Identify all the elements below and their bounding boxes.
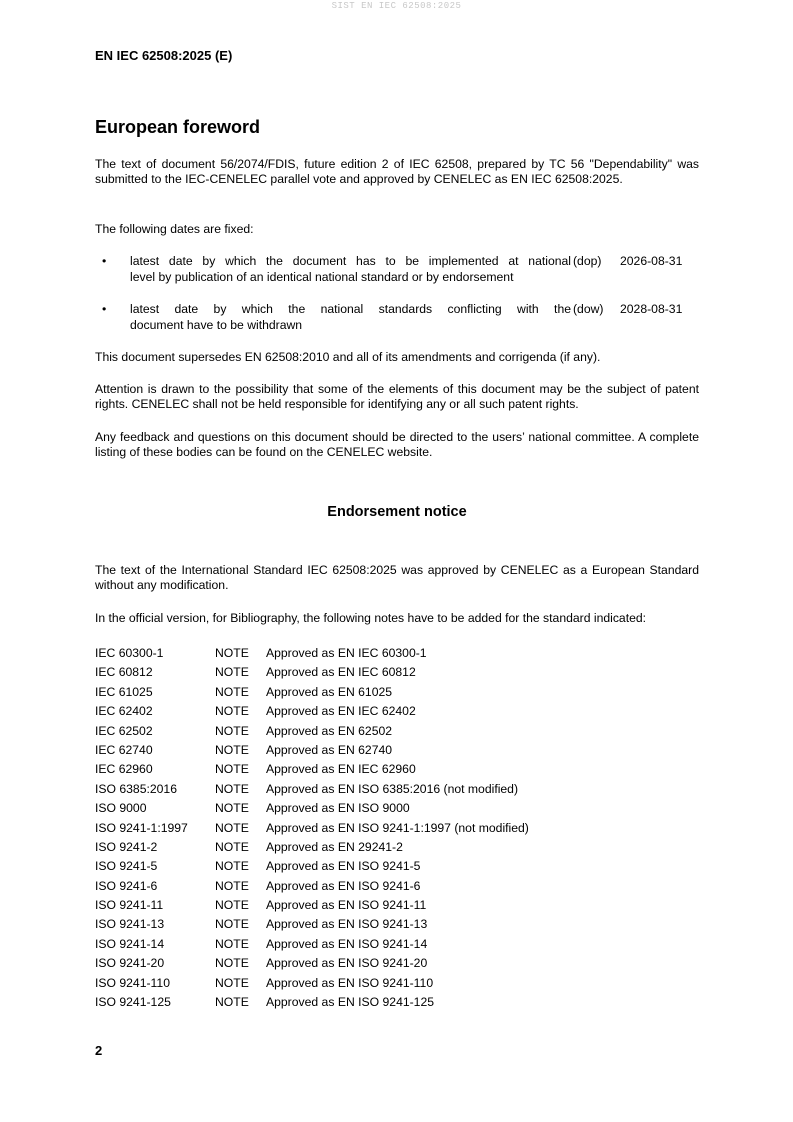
note-text: Approved as EN 61025 — [266, 684, 393, 699]
note-label: NOTE — [215, 801, 249, 816]
note-text: Approved as EN ISO 9241-13 — [266, 917, 428, 932]
note-standard: ISO 9241-2 — [95, 839, 158, 854]
note-row — [95, 955, 699, 974]
note-row — [95, 800, 699, 819]
note-row — [95, 820, 699, 839]
note-label: NOTE — [215, 898, 249, 913]
note-standard: ISO 9241-1:1997 — [95, 820, 188, 835]
foreword-paragraph-1: The text of document 56/2074/FDIS, future edition 2 of IEC 62508, prepared by TC 56 "Dependability" was submitted to the IEC-CENELEC parallel vote and approved by CENELEC as EN IEC 62508:2025. — [95, 157, 699, 187]
note-label: NOTE — [215, 859, 249, 874]
note-text: Approved as EN ISO 9241-11 — [266, 898, 427, 913]
foreword-paragraph-5: Any feedback and questions on this document should be directed to the users’ national committee. A complete listing of these bodies can be found on the CENELEC website. — [95, 430, 699, 460]
note-label: NOTE — [215, 917, 249, 932]
note-text: Approved as EN 29241-2 — [266, 839, 403, 854]
date-item-text: latest date by which the national standards conflicting with the document have to be withdrawn — [130, 302, 571, 332]
note-standard: ISO 9000 — [95, 801, 147, 816]
note-row — [95, 781, 699, 800]
note-text: Approved as EN ISO 9000 — [266, 801, 410, 816]
note-label: NOTE — [215, 956, 249, 971]
note-label: NOTE — [215, 839, 249, 854]
note-text: Approved as EN ISO 9241-125 — [266, 995, 435, 1010]
note-row — [95, 723, 699, 742]
note-label: NOTE — [215, 781, 249, 796]
note-label: NOTE — [215, 742, 249, 757]
bullet-icon: • — [102, 254, 107, 268]
note-row — [95, 742, 699, 761]
note-text: Approved as EN ISO 6385:2016 (not modified) — [266, 781, 519, 796]
note-label: NOTE — [215, 936, 249, 951]
note-standard: ISO 9241-20 — [95, 956, 165, 971]
note-standard: IEC 60300-1 — [95, 646, 164, 660]
note-standard: IEC 62402 — [95, 704, 153, 719]
foreword-paragraph-2: The following dates are fixed: — [95, 222, 254, 236]
note-standard: ISO 9241-125 — [95, 995, 171, 1010]
bibliography-notes-list — [95, 645, 699, 1013]
note-row — [95, 664, 699, 683]
note-row — [95, 858, 699, 877]
note-text: Approved as EN ISO 9241-1:1997 (not modified) — [266, 820, 529, 835]
note-label: NOTE — [215, 762, 249, 777]
note-row — [95, 975, 699, 994]
note-row — [95, 916, 699, 935]
note-row — [95, 703, 699, 722]
date-item-code: (dow) — [573, 302, 604, 316]
note-standard: ISO 9241-14 — [95, 936, 165, 951]
note-standard: IEC 62740 — [95, 742, 153, 757]
note-standard: IEC 62502 — [95, 723, 153, 738]
note-row — [95, 839, 699, 858]
foreword-paragraph-4: Attention is drawn to the possibility that some of the elements of this document may be the subject of patent rights. CENELEC shall not be held responsible for identifying any or all such patent rights. — [95, 382, 699, 412]
note-standard: ISO 9241-5 — [95, 859, 158, 874]
note-text: Approved as EN ISO 9241-5 — [266, 859, 421, 874]
note-row — [95, 645, 699, 664]
endorsement-paragraph-2: In the official version, for Bibliography, the following notes have to be added for the standard indicated: — [95, 611, 647, 625]
date-item-code: (dop) — [573, 254, 602, 268]
endorsement-paragraph-1: The text of the International Standard IEC 62508:2025 was approved by CENELEC as a European Standard without any modification. — [95, 563, 699, 593]
note-standard: ISO 9241-13 — [95, 917, 165, 932]
note-row — [95, 761, 699, 780]
note-label: NOTE — [215, 665, 249, 680]
note-standard: IEC 62960 — [95, 762, 153, 777]
note-text: Approved as EN ISO 9241-6 — [266, 878, 421, 893]
note-label: NOTE — [215, 704, 249, 719]
note-label: NOTE — [215, 723, 249, 738]
page-number: 2 — [95, 1043, 103, 1058]
note-label: NOTE — [215, 820, 249, 835]
note-label: NOTE — [215, 684, 249, 699]
note-standard: ISO 9241-11 — [95, 898, 164, 913]
note-standard: IEC 60812 — [95, 665, 153, 680]
note-text: Approved as EN 62740 — [266, 742, 393, 757]
note-text: Approved as EN ISO 9241-110 — [266, 975, 434, 990]
note-text: Approved as EN IEC 62960 — [266, 762, 416, 777]
note-standard: ISO 9241-110 — [95, 975, 170, 990]
note-label: NOTE — [215, 995, 249, 1010]
note-row — [95, 936, 699, 955]
note-row — [95, 994, 699, 1013]
note-standard: ISO 6385:2016 — [95, 781, 177, 796]
date-item-date: 2026-08-31 — [620, 254, 683, 268]
note-row — [95, 897, 699, 916]
foreword-title: European foreword — [95, 117, 261, 137]
note-row — [95, 684, 699, 703]
note-label: NOTE — [215, 975, 249, 990]
watermark: SIST EN IEC 62508:2025 — [331, 1, 462, 11]
note-text: Approved as EN 62502 — [266, 723, 393, 738]
note-label: NOTE — [215, 878, 249, 893]
note-text: Approved as EN ISO 9241-20 — [266, 956, 428, 971]
note-label: NOTE — [215, 646, 249, 660]
note-text: Approved as EN IEC 60300-1 — [266, 646, 427, 660]
note-standard: ISO 9241-6 — [95, 878, 158, 893]
note-text: Approved as EN ISO 9241-14 — [266, 936, 428, 951]
document-id: EN IEC 62508:2025 (E) — [95, 48, 233, 63]
bullet-icon: • — [102, 302, 107, 316]
note-text: Approved as EN IEC 62402 — [266, 704, 416, 719]
note-row — [95, 878, 699, 897]
date-item-date: 2028-08-31 — [620, 302, 683, 316]
note-text: Approved as EN IEC 60812 — [266, 665, 416, 680]
note-standard: IEC 61025 — [95, 684, 153, 699]
foreword-paragraph-3: This document supersedes EN 62508:2010 and all of its amendments and corrigenda (if any). — [95, 350, 601, 364]
endorsement-title: Endorsement notice — [327, 504, 467, 520]
date-item-text: latest date by which the document has to be implemented at national level by publication of an identical national standard or by endorsement — [130, 254, 571, 284]
